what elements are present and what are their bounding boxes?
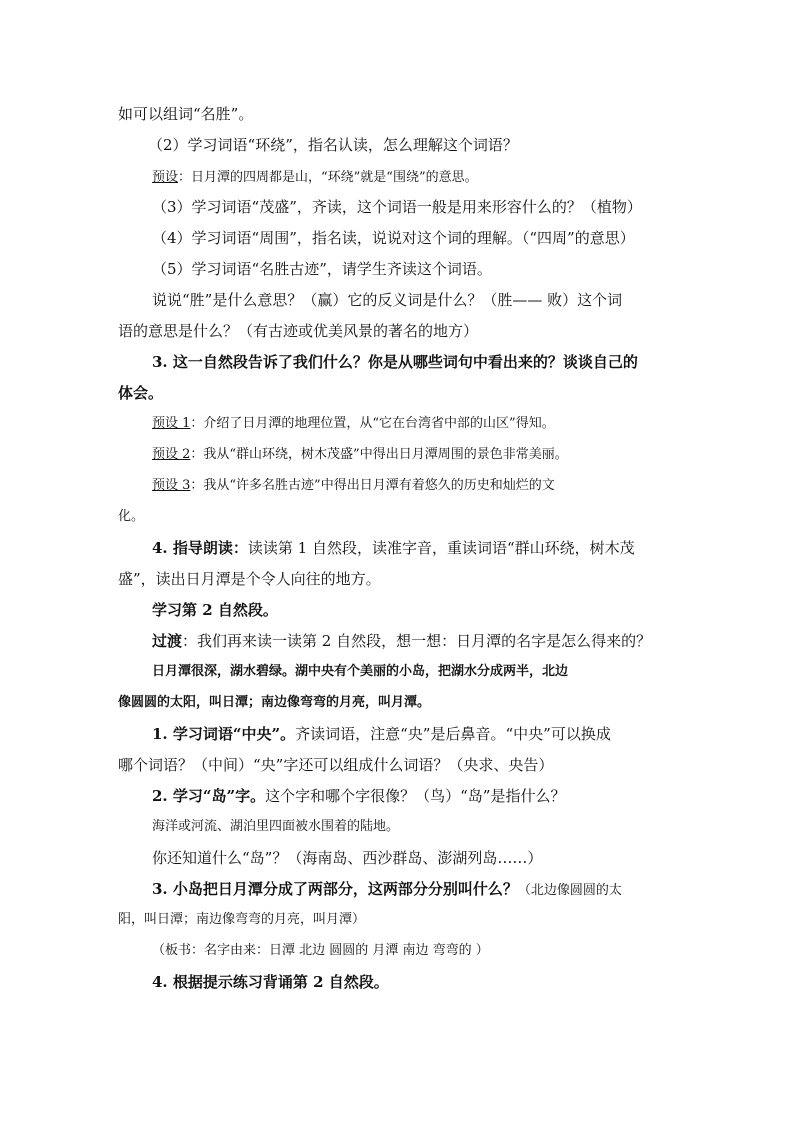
- step-label: 1. 学习词语“中央”。: [152, 725, 296, 743]
- text-line: （4）学习词语“周围”，指名读，说说对这个词的理解。（“四周”的意思）: [152, 229, 635, 247]
- preset-text: ：日月潭的四周都是山，“环绕”就是“围绕”的意思。: [178, 170, 478, 185]
- text-line: [152, 879, 622, 901]
- question-heading: 体会。: [118, 384, 164, 402]
- transition-text: ：我们再来读一读第 2 自然段，想一想：日月潭的名字是怎么得来的？: [182, 632, 652, 650]
- text-line: （5）学习词语“名胜古迹”，请学生齐读这个词语。: [152, 260, 492, 278]
- preset-line: [152, 476, 555, 496]
- step-label: 3. 小岛把日月潭分成了两部分，这两部分分别叫什么？: [152, 880, 518, 898]
- step-text: 这个字和哪个字很像？（鸟）“岛”是指什么？: [265, 787, 566, 805]
- text-line: （2）学习词语“环绕”，指名认读，怎么理解这个词语？: [148, 136, 518, 154]
- preset-text: ：我从“许多名胜古迹”中得出日月潭有着悠久的历史和灿烂的文: [190, 478, 555, 493]
- preset-line: [152, 445, 568, 465]
- preset-label: 预设 1: [152, 416, 191, 431]
- step-label: 4. 指导朗读：: [152, 539, 248, 557]
- quoted-passage: 像圆圆的太阳，叫日潭；南边像弯弯的月亮，叫月潭。: [118, 695, 431, 710]
- step-text: 读读第 1 自然段，读准字音，重读词语“群山环绕，树木茂: [247, 539, 635, 557]
- step-text: （北边像圆圆的太: [517, 883, 622, 898]
- preset-text: ：我从“群山环绕，树木茂盛”中得出日月潭周围的景色非常美丽。: [190, 447, 568, 462]
- text-line: 海洋或河流、湖泊里四面被水围着的陆地。: [152, 819, 400, 834]
- step-text: 齐读词语，注意“央”是后鼻音。“中央”可以换成: [295, 725, 611, 743]
- text-line: 你还知道什么“岛”？（海南岛、西沙群岛、澎湖列岛……）: [152, 849, 543, 867]
- text-line: 语的意思是什么？（有古迹或优美风景的著名的地方）: [118, 322, 479, 340]
- preset-text: ：介绍了日月潭的地理位置，从“它在台湾省中部的山区”得知。: [190, 416, 555, 431]
- text-line: 哪个词语？（中间）“央”字还可以组成什么词语？（央求、央告）: [118, 756, 554, 774]
- section-heading: 学习第 2 自然段。: [152, 601, 278, 619]
- preset-label: 预设 2: [152, 447, 191, 462]
- step-label: 2. 学习“岛”字。: [152, 787, 266, 805]
- quoted-passage: 日月潭很深，湖水碧绿。湖中央有个美丽的小岛，把湖水分成两半，北边: [152, 664, 569, 679]
- preset-label: 预设: [152, 170, 179, 185]
- question-heading: 3. 这一自然段告诉了我们什么？你是从哪些词句中看出来的？谈谈自己的: [152, 353, 638, 371]
- preset-line: [152, 166, 478, 188]
- transition-label: 过渡: [152, 632, 183, 650]
- text-line: [152, 786, 565, 806]
- board-note: （板书：名字由来：日潭 北边 圆圆的 月潭 南边 弯弯的 ）: [152, 943, 489, 958]
- text-line: 如可以组词“名胜”。: [118, 105, 254, 123]
- text-line: 化。: [118, 509, 145, 524]
- text-line: （3）学习词语“茂盛”，齐读，这个词语一般是用来形容什么的？（植物）: [152, 198, 642, 216]
- preset-line: [152, 414, 555, 434]
- text-line: 盛”，读出日月潭是个令人向往的地方。: [118, 570, 381, 588]
- preset-label: 预设 3: [152, 478, 191, 493]
- step-heading: 4. 根据提示练习背诵第 2 自然段。: [152, 973, 389, 991]
- text-line: 阳，叫日潭；南边像弯弯的月亮，叫月潭）: [118, 912, 366, 927]
- text-line: [152, 631, 651, 651]
- text-line: [152, 538, 635, 558]
- text-line: [152, 724, 611, 744]
- text-line: 说说“胜”是什么意思？（赢）它的反义词是什么？（胜—— 败）这个词: [152, 291, 623, 309]
